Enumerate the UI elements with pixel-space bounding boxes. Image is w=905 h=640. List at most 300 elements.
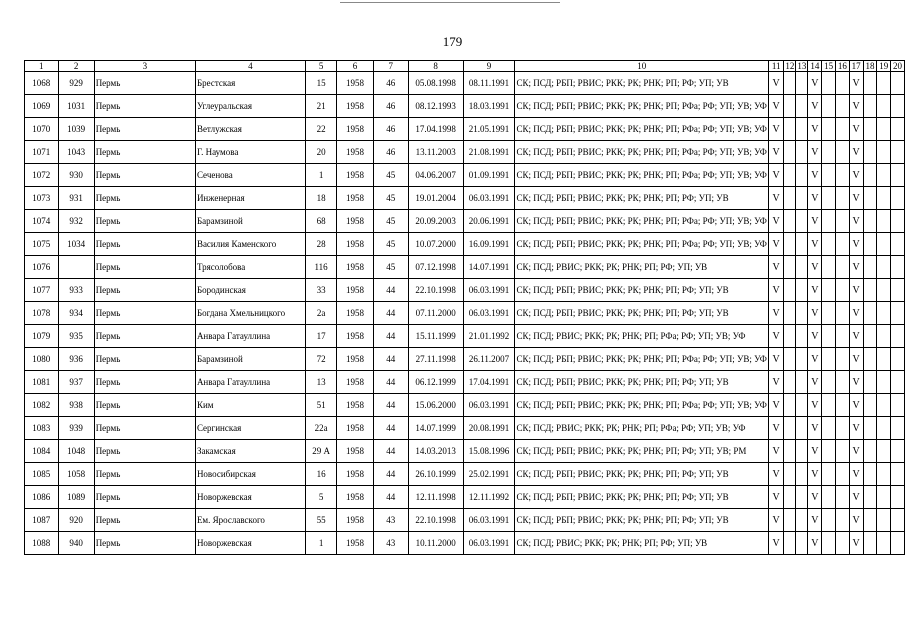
row-number: 1087 bbox=[25, 509, 59, 532]
object-id: 931 bbox=[58, 187, 94, 210]
empty-cell bbox=[877, 95, 891, 118]
object-id: 935 bbox=[58, 325, 94, 348]
empty-cell bbox=[877, 532, 891, 555]
codes-cell: СК; ПСД; РБП; РВИС; РКК; РК; РНК; РП; РФ; УП; УВ bbox=[515, 371, 768, 394]
house-cell: 55 bbox=[305, 509, 337, 532]
empty-cell bbox=[863, 210, 877, 233]
empty-cell bbox=[784, 233, 796, 256]
column-header: 9 bbox=[463, 61, 515, 72]
house-cell: 17 bbox=[305, 325, 337, 348]
row-number: 1078 bbox=[25, 302, 59, 325]
check-mark: V bbox=[768, 417, 784, 440]
empty-cell bbox=[863, 233, 877, 256]
column-header: 17 bbox=[849, 61, 863, 72]
house-cell: 5 bbox=[305, 486, 337, 509]
table-row bbox=[25, 394, 905, 417]
object-id: 1048 bbox=[58, 440, 94, 463]
house-cell: 1 bbox=[305, 164, 337, 187]
street-cell: Трясолобова bbox=[195, 256, 305, 279]
empty-cell bbox=[822, 325, 836, 348]
empty-cell bbox=[835, 394, 849, 417]
table-body bbox=[25, 72, 905, 555]
check-mark: V bbox=[768, 95, 784, 118]
table-row bbox=[25, 95, 905, 118]
empty-cell bbox=[835, 118, 849, 141]
empty-cell bbox=[891, 233, 905, 256]
row-number: 1070 bbox=[25, 118, 59, 141]
year-cell: 1958 bbox=[337, 233, 373, 256]
city-cell: Пермь bbox=[94, 486, 195, 509]
date-cell: 06.03.1991 bbox=[463, 187, 515, 210]
value-cell: 45 bbox=[373, 187, 408, 210]
column-header: 8 bbox=[408, 61, 463, 72]
empty-cell bbox=[891, 532, 905, 555]
date-cell: 22.10.1998 bbox=[408, 279, 463, 302]
house-cell: 22а bbox=[305, 417, 337, 440]
date-cell: 21.01.1992 bbox=[463, 325, 515, 348]
city-cell: Пермь bbox=[94, 325, 195, 348]
check-mark: V bbox=[768, 509, 784, 532]
object-id: 1089 bbox=[58, 486, 94, 509]
year-cell: 1958 bbox=[337, 417, 373, 440]
row-number: 1080 bbox=[25, 348, 59, 371]
row-number: 1068 bbox=[25, 72, 59, 95]
column-header: 7 bbox=[373, 61, 408, 72]
empty-cell bbox=[891, 486, 905, 509]
check-mark: V bbox=[768, 486, 784, 509]
empty-cell bbox=[891, 440, 905, 463]
codes-cell: СК; ПСД; РБП; РВИС; РКК; РК; РНК; РП; РФа; РФ; УП; УВ; УФ bbox=[515, 394, 768, 417]
year-cell: 1958 bbox=[337, 164, 373, 187]
empty-cell bbox=[784, 279, 796, 302]
date-cell: 20.06.1991 bbox=[463, 210, 515, 233]
date-cell: 10.07.2000 bbox=[408, 233, 463, 256]
check-mark: V bbox=[849, 95, 863, 118]
column-header: 14 bbox=[808, 61, 822, 72]
empty-cell bbox=[784, 463, 796, 486]
empty-cell bbox=[877, 279, 891, 302]
empty-cell bbox=[822, 118, 836, 141]
year-cell: 1958 bbox=[337, 371, 373, 394]
year-cell: 1958 bbox=[337, 486, 373, 509]
table-row bbox=[25, 348, 905, 371]
year-cell: 1958 bbox=[337, 141, 373, 164]
empty-cell bbox=[784, 394, 796, 417]
page-number: 179 bbox=[442, 34, 463, 49]
value-cell: 44 bbox=[373, 279, 408, 302]
house-cell: 29 А bbox=[305, 440, 337, 463]
check-mark: V bbox=[808, 279, 822, 302]
codes-cell: СК; ПСД; РВИС; РКК; РК; РНК; РП; РФ; УП; УВ bbox=[515, 532, 768, 555]
house-cell: 2а bbox=[305, 302, 337, 325]
street-cell: Барамзиной bbox=[195, 210, 305, 233]
check-mark: V bbox=[849, 302, 863, 325]
value-cell: 44 bbox=[373, 348, 408, 371]
check-mark: V bbox=[849, 417, 863, 440]
table-row bbox=[25, 256, 905, 279]
empty-cell bbox=[877, 302, 891, 325]
empty-cell bbox=[863, 118, 877, 141]
street-cell: Инженерная bbox=[195, 187, 305, 210]
table-row bbox=[25, 417, 905, 440]
row-number: 1069 bbox=[25, 95, 59, 118]
empty-cell bbox=[835, 463, 849, 486]
empty-cell bbox=[863, 486, 877, 509]
empty-cell bbox=[796, 95, 808, 118]
street-cell: Барамзиной bbox=[195, 348, 305, 371]
object-id: 940 bbox=[58, 532, 94, 555]
object-id: 933 bbox=[58, 279, 94, 302]
value-cell: 43 bbox=[373, 532, 408, 555]
date-cell: 06.03.1991 bbox=[463, 532, 515, 555]
check-mark: V bbox=[849, 532, 863, 555]
codes-cell: СК; ПСД; РБП; РВИС; РКК; РК; РНК; РП; РФа; РФ; УП; УВ; УФ bbox=[515, 95, 768, 118]
column-header: 12 bbox=[785, 60, 795, 71]
check-mark: V bbox=[849, 279, 863, 302]
empty-cell bbox=[835, 279, 849, 302]
column-header: 11 bbox=[768, 61, 784, 72]
empty-cell bbox=[822, 302, 836, 325]
column-header: 16 bbox=[835, 61, 849, 72]
row-number: 1082 bbox=[25, 394, 59, 417]
empty-cell bbox=[863, 509, 877, 532]
date-cell: 20.09.2003 bbox=[408, 210, 463, 233]
street-cell: Новоржевская bbox=[195, 486, 305, 509]
empty-cell bbox=[863, 463, 877, 486]
empty-cell bbox=[822, 394, 836, 417]
street-cell: Г. Наумова bbox=[195, 141, 305, 164]
date-cell: 20.08.1991 bbox=[463, 417, 515, 440]
row-number: 1075 bbox=[25, 233, 59, 256]
row-number: 1074 bbox=[25, 210, 59, 233]
street-cell: Василия Каменского bbox=[195, 233, 305, 256]
year-cell: 1958 bbox=[337, 187, 373, 210]
city-cell: Пермь bbox=[94, 210, 195, 233]
codes-cell: СК; ПСД; РВИС; РКК; РК; РНК; РП; РФа; РФ; УП; УВ; УФ bbox=[515, 325, 768, 348]
check-mark: V bbox=[849, 210, 863, 233]
empty-cell bbox=[877, 509, 891, 532]
row-number: 1083 bbox=[25, 417, 59, 440]
object-id: 938 bbox=[58, 394, 94, 417]
empty-cell bbox=[863, 325, 877, 348]
row-number: 1076 bbox=[25, 256, 59, 279]
check-mark: V bbox=[768, 164, 784, 187]
check-mark: V bbox=[808, 486, 822, 509]
empty-cell bbox=[863, 72, 877, 95]
check-mark: V bbox=[849, 394, 863, 417]
empty-cell bbox=[863, 348, 877, 371]
codes-cell: СК; ПСД; РБП; РВИС; РКК; РК; РНК; РП; РФ; УП; УВ bbox=[515, 509, 768, 532]
table-row bbox=[25, 164, 905, 187]
city-cell: Пермь bbox=[94, 302, 195, 325]
date-cell: 21.08.1991 bbox=[463, 141, 515, 164]
date-cell: 15.08.1996 bbox=[463, 440, 515, 463]
check-mark: V bbox=[849, 118, 863, 141]
check-mark: V bbox=[808, 95, 822, 118]
empty-cell bbox=[891, 394, 905, 417]
check-mark: V bbox=[768, 141, 784, 164]
empty-cell bbox=[784, 486, 796, 509]
city-cell: Пермь bbox=[94, 118, 195, 141]
check-mark: V bbox=[768, 463, 784, 486]
house-cell: 28 bbox=[305, 233, 337, 256]
column-header: 10 bbox=[515, 61, 768, 72]
check-mark: V bbox=[808, 394, 822, 417]
object-id: 936 bbox=[58, 348, 94, 371]
empty-cell bbox=[796, 394, 808, 417]
empty-cell bbox=[863, 141, 877, 164]
empty-cell bbox=[796, 210, 808, 233]
date-cell: 06.03.1991 bbox=[463, 279, 515, 302]
street-cell: Углеуральская bbox=[195, 95, 305, 118]
empty-cell bbox=[822, 417, 836, 440]
empty-cell bbox=[796, 233, 808, 256]
table-row bbox=[25, 302, 905, 325]
city-cell: Пермь bbox=[94, 417, 195, 440]
column-header: 2 bbox=[58, 61, 94, 72]
row-number: 1079 bbox=[25, 325, 59, 348]
empty-cell bbox=[891, 164, 905, 187]
check-mark: V bbox=[849, 325, 863, 348]
empty-cell bbox=[863, 394, 877, 417]
empty-cell bbox=[835, 141, 849, 164]
empty-cell bbox=[863, 164, 877, 187]
date-cell: 25.02.1991 bbox=[463, 463, 515, 486]
date-cell: 10.11.2000 bbox=[408, 532, 463, 555]
check-mark: V bbox=[768, 233, 784, 256]
year-cell: 1958 bbox=[337, 302, 373, 325]
value-cell: 44 bbox=[373, 302, 408, 325]
object-id: 1043 bbox=[58, 141, 94, 164]
empty-cell bbox=[891, 95, 905, 118]
empty-cell bbox=[796, 72, 808, 95]
check-mark: V bbox=[808, 371, 822, 394]
empty-cell bbox=[863, 371, 877, 394]
empty-cell bbox=[877, 325, 891, 348]
codes-cell: СК; ПСД; РБП; РВИС; РКК; РК; РНК; РП; РФа; РФ; УП; УВ; УФ bbox=[515, 141, 768, 164]
table-row bbox=[25, 509, 905, 532]
check-mark: V bbox=[849, 72, 863, 95]
date-cell: 26.11.2007 bbox=[463, 348, 515, 371]
codes-cell: СК; ПСД; РВИС; РКК; РК; РНК; РП; РФ; УП; УВ bbox=[515, 256, 768, 279]
house-cell: 68 bbox=[305, 210, 337, 233]
date-cell: 01.09.1991 bbox=[463, 164, 515, 187]
check-mark: V bbox=[808, 417, 822, 440]
date-cell: 19.01.2004 bbox=[408, 187, 463, 210]
year-cell: 1958 bbox=[337, 509, 373, 532]
empty-cell bbox=[891, 302, 905, 325]
empty-cell bbox=[796, 141, 808, 164]
empty-cell bbox=[784, 532, 796, 555]
year-cell: 1958 bbox=[337, 256, 373, 279]
date-cell: 08.12.1993 bbox=[408, 95, 463, 118]
date-cell: 06.03.1991 bbox=[463, 394, 515, 417]
city-cell: Пермь bbox=[94, 164, 195, 187]
check-mark: V bbox=[808, 463, 822, 486]
codes-cell: СК; ПСД; РБП; РВИС; РКК; РК; РНК; РП; РФ; УП; УВ; РМ bbox=[515, 440, 768, 463]
check-mark: V bbox=[849, 371, 863, 394]
house-cell: 72 bbox=[305, 348, 337, 371]
row-number: 1088 bbox=[25, 532, 59, 555]
year-cell: 1958 bbox=[337, 95, 373, 118]
empty-cell bbox=[784, 187, 796, 210]
object-id: 937 bbox=[58, 371, 94, 394]
empty-cell bbox=[822, 532, 836, 555]
street-cell: Богдана Хмельницкого bbox=[195, 302, 305, 325]
check-mark: V bbox=[768, 279, 784, 302]
empty-cell bbox=[784, 371, 796, 394]
check-mark: V bbox=[849, 164, 863, 187]
value-cell: 45 bbox=[373, 233, 408, 256]
value-cell: 44 bbox=[373, 325, 408, 348]
street-cell: Ем. Ярославского bbox=[195, 509, 305, 532]
object-id: 920 bbox=[58, 509, 94, 532]
empty-cell bbox=[891, 187, 905, 210]
city-cell: Пермь bbox=[94, 256, 195, 279]
check-mark: V bbox=[808, 233, 822, 256]
date-cell: 14.03.2013 bbox=[408, 440, 463, 463]
house-cell: 15 bbox=[305, 72, 337, 95]
table-row bbox=[25, 371, 905, 394]
empty-cell bbox=[796, 509, 808, 532]
empty-cell bbox=[784, 302, 796, 325]
empty-cell bbox=[796, 118, 808, 141]
empty-cell bbox=[784, 95, 796, 118]
table-row bbox=[25, 279, 905, 302]
row-number: 1072 bbox=[25, 164, 59, 187]
street-cell: Ветлужская bbox=[195, 118, 305, 141]
empty-cell bbox=[835, 532, 849, 555]
date-cell: 26.10.1999 bbox=[408, 463, 463, 486]
column-header: 20 bbox=[891, 61, 905, 72]
codes-cell: СК; ПСД; РБП; РВИС; РКК; РК; РНК; РП; РФа; РФ; УП; УВ; УФ bbox=[515, 233, 768, 256]
codes-cell: СК; ПСД; РБП; РВИС; РКК; РК; РНК; РП; РФ; УП; УВ bbox=[515, 486, 768, 509]
year-cell: 1958 bbox=[337, 348, 373, 371]
column-header: 1 bbox=[25, 61, 59, 72]
house-cell: 51 bbox=[305, 394, 337, 417]
city-cell: Пермь bbox=[94, 509, 195, 532]
empty-cell bbox=[891, 279, 905, 302]
date-cell: 22.10.1998 bbox=[408, 509, 463, 532]
empty-cell bbox=[796, 164, 808, 187]
city-cell: Пермь bbox=[94, 279, 195, 302]
empty-cell bbox=[891, 417, 905, 440]
empty-cell bbox=[796, 302, 808, 325]
value-cell: 46 bbox=[373, 95, 408, 118]
empty-cell bbox=[796, 371, 808, 394]
date-cell: 13.11.2003 bbox=[408, 141, 463, 164]
empty-cell bbox=[891, 509, 905, 532]
check-mark: V bbox=[808, 118, 822, 141]
check-mark: V bbox=[849, 509, 863, 532]
table-row bbox=[25, 141, 905, 164]
year-cell: 1958 bbox=[337, 72, 373, 95]
empty-cell bbox=[835, 325, 849, 348]
city-cell: Пермь bbox=[94, 141, 195, 164]
empty-cell bbox=[796, 348, 808, 371]
column-header: 6 bbox=[337, 61, 373, 72]
empty-cell bbox=[822, 440, 836, 463]
house-cell: 21 bbox=[305, 95, 337, 118]
empty-cell bbox=[784, 348, 796, 371]
date-cell: 12.11.1998 bbox=[408, 486, 463, 509]
object-id: 1031 bbox=[58, 95, 94, 118]
column-header: 19 bbox=[877, 61, 891, 72]
empty-cell bbox=[835, 302, 849, 325]
city-cell: Пермь bbox=[94, 348, 195, 371]
city-cell: Пермь bbox=[94, 440, 195, 463]
year-cell: 1958 bbox=[337, 463, 373, 486]
table-row bbox=[25, 233, 905, 256]
value-cell: 45 bbox=[373, 210, 408, 233]
empty-cell bbox=[863, 279, 877, 302]
value-cell: 44 bbox=[373, 371, 408, 394]
object-id bbox=[58, 256, 94, 279]
city-cell: Пермь bbox=[94, 233, 195, 256]
empty-cell bbox=[784, 256, 796, 279]
object-id: 930 bbox=[58, 164, 94, 187]
empty-cell bbox=[796, 417, 808, 440]
empty-cell bbox=[822, 509, 836, 532]
check-mark: V bbox=[808, 325, 822, 348]
house-cell: 33 bbox=[305, 279, 337, 302]
empty-cell bbox=[784, 72, 796, 95]
table-row bbox=[25, 325, 905, 348]
value-cell: 45 bbox=[373, 256, 408, 279]
date-cell: 14.07.1999 bbox=[408, 417, 463, 440]
date-cell: 04.06.2007 bbox=[408, 164, 463, 187]
empty-cell bbox=[835, 233, 849, 256]
empty-cell bbox=[835, 210, 849, 233]
value-cell: 44 bbox=[373, 463, 408, 486]
column-header: 4 bbox=[195, 61, 305, 72]
empty-cell bbox=[822, 256, 836, 279]
check-mark: V bbox=[849, 187, 863, 210]
check-mark: V bbox=[808, 141, 822, 164]
empty-cell bbox=[822, 371, 836, 394]
object-id: 934 bbox=[58, 302, 94, 325]
empty-cell bbox=[863, 95, 877, 118]
empty-cell bbox=[822, 486, 836, 509]
check-mark: V bbox=[849, 348, 863, 371]
date-cell: 16.09.1991 bbox=[463, 233, 515, 256]
empty-cell bbox=[796, 440, 808, 463]
date-cell: 08.11.1991 bbox=[463, 72, 515, 95]
empty-cell bbox=[784, 118, 796, 141]
empty-cell bbox=[822, 233, 836, 256]
check-mark: V bbox=[849, 233, 863, 256]
empty-cell bbox=[891, 141, 905, 164]
row-number: 1081 bbox=[25, 371, 59, 394]
check-mark: V bbox=[768, 210, 784, 233]
house-cell: 16 bbox=[305, 463, 337, 486]
empty-cell bbox=[822, 141, 836, 164]
date-cell: 17.04.1991 bbox=[463, 371, 515, 394]
empty-cell bbox=[822, 187, 836, 210]
empty-cell bbox=[863, 256, 877, 279]
value-cell: 44 bbox=[373, 417, 408, 440]
house-cell: 13 bbox=[305, 371, 337, 394]
empty-cell bbox=[784, 417, 796, 440]
empty-cell bbox=[891, 348, 905, 371]
value-cell: 44 bbox=[373, 394, 408, 417]
empty-cell bbox=[863, 417, 877, 440]
empty-cell bbox=[835, 72, 849, 95]
empty-cell bbox=[835, 417, 849, 440]
house-cell: 18 bbox=[305, 187, 337, 210]
check-mark: V bbox=[808, 72, 822, 95]
empty-cell bbox=[877, 164, 891, 187]
